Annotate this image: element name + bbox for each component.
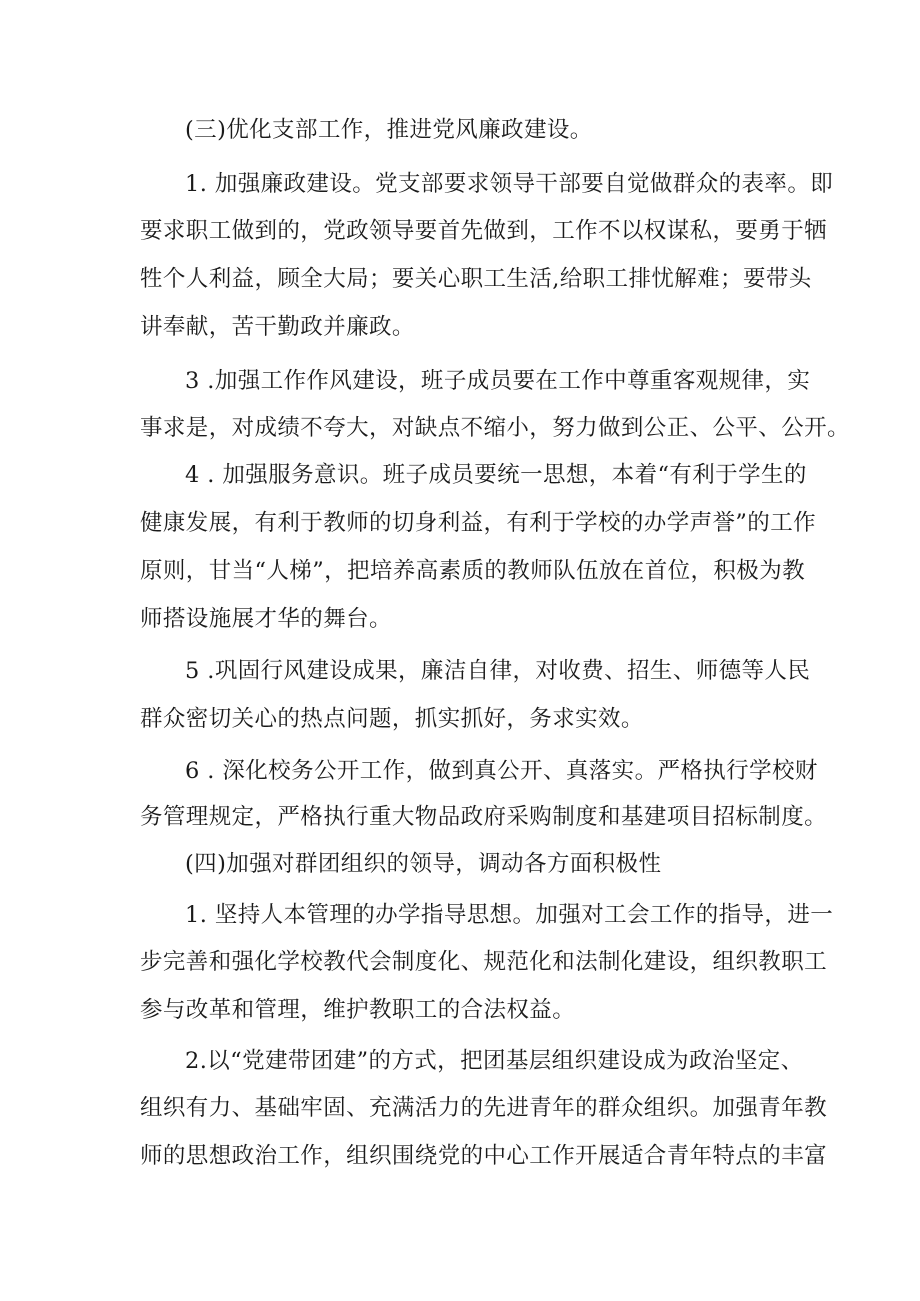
paragraph-line: 1. 坚持人本管理的办学指导思想。加强对工会工作的指导，进一	[185, 902, 834, 928]
paragraph-line: 师搭设施展才华的舞台。	[140, 606, 392, 632]
paragraph-line: 务管理规定，严格执行重大物品政府采购制度和基建项目招标制度。	[140, 804, 828, 830]
paragraph-line: 组织有力、基础牢固、充满活力的先进青年的群众组织。加强青年教	[140, 1095, 828, 1121]
paragraph-line: 群众密切关心的热点问题，抓实抓好，务求实效。	[140, 706, 644, 732]
paragraph-line: 健康发展，有利于教师的切身利益，有利于学校的办学声誉”的工作	[140, 510, 817, 536]
section-heading-4: (四)加强对群团组织的领导，调动各方面积极性	[185, 851, 662, 877]
paragraph-line: 5 .巩固行风建设成果，廉洁自律，对收费、招生、师德等人民	[185, 658, 811, 684]
paragraph-line: 1. 加强廉政建设。党支部要求领导干部要自觉做群众的表率。即	[185, 171, 834, 197]
paragraph-line: 步完善和强化学校教代会制度化、规范化和法制化建设，组织教职工	[140, 949, 828, 975]
paragraph-line: 牲个人利益，顾全大局；要关心职工生活,给职工排忧解难；要带头	[140, 266, 812, 292]
paragraph-line: 2.以“党建带团建”的方式，把团基层组织建设成为政治坚定、	[185, 1048, 804, 1074]
paragraph-line: 3 .加强工作作风建设，班子成员要在工作中尊重客观规律，实	[185, 368, 811, 394]
paragraph-line: 参与改革和管理，维护教职工的合法权益。	[140, 997, 576, 1023]
paragraph-line: 事求是，对成绩不夸大，对缺点不缩小，努力做到公正、公平、公开。	[140, 415, 850, 441]
section-heading-3: (三)优化支部工作，推进党风廉政建设。	[185, 117, 593, 143]
paragraph-line: 6 . 深化校务公开工作，做到真公开、真落实。严格执行学校财	[185, 758, 818, 784]
paragraph-line: 4 . 加强服务意识。班子成员要统一思想，本着“有利于学生的	[185, 462, 807, 488]
paragraph-line: 原则，甘当“人梯”，把培养高素质的教师队伍放在首位，积极为教	[140, 558, 806, 584]
paragraph-line: 要求职工做到的，党政领导要首先做到，工作不以权谋私，要勇于牺	[140, 218, 828, 244]
paragraph-line: 讲奉献，苦干勤政并廉政。	[140, 314, 415, 340]
paragraph-line: 师的思想政治工作，组织围绕党的中心工作开展适合青年特点的丰富	[140, 1143, 828, 1169]
